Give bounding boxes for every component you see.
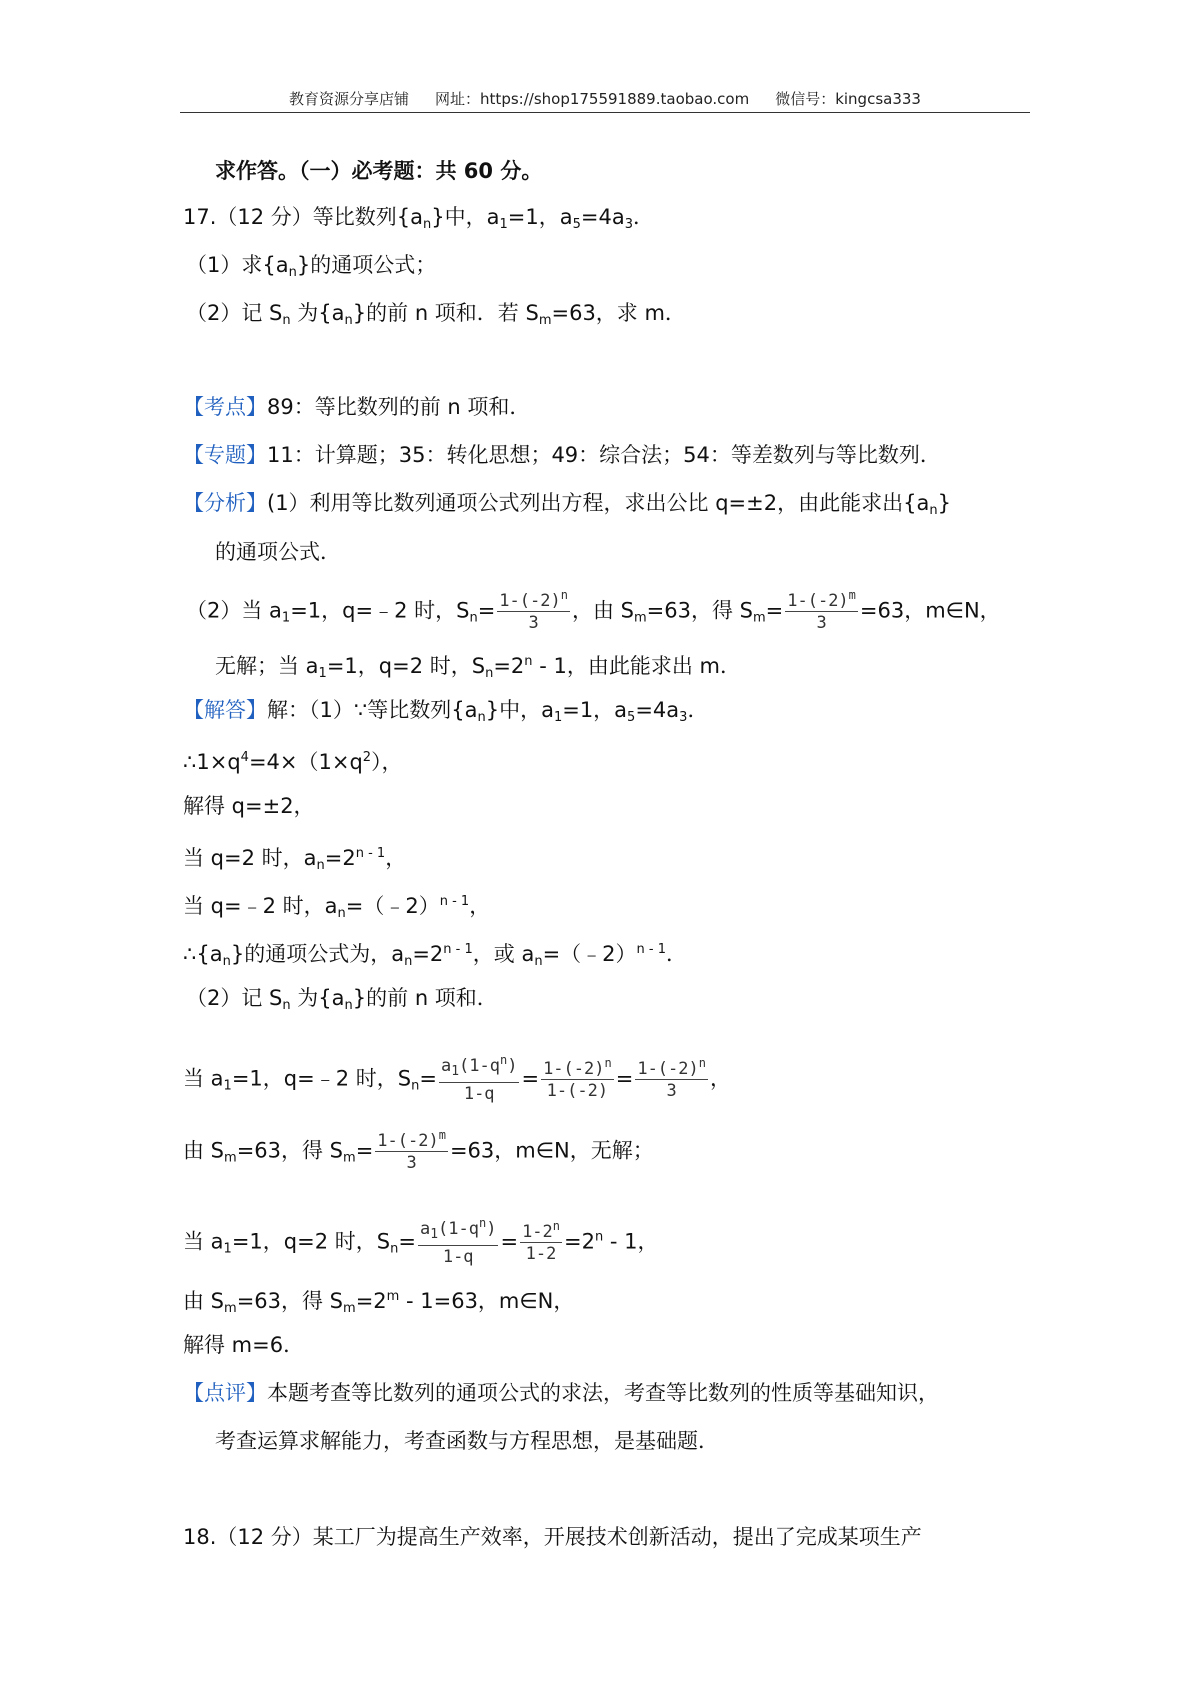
q17-title: 17.（12 分）等比数列$\{a_n\}$中，$a_1=1$，$a_5=4a_3$． [183,205,655,232]
jieda-line11: 由 $S_m=63$，得 $S_m=2^m - 1=63$，m∈N， [183,1289,575,1316]
fraction: $\frac{1-(-2)^n}{3}$ [499,588,568,633]
dianping-line1: 【点评】本题考查等比数列的通项公式的求法，考查等比数列的性质等基础知识， [183,1381,939,1405]
fraction: $\frac{a_1(1-q^n)}{1-q}$ [419,1216,497,1267]
dianping-tag: 【点评】 [183,1381,267,1405]
fraction: $\frac{1-(-2)^n}{3}$ [637,1056,706,1101]
fenxi-tag: 【分析】 [183,491,267,515]
jieda-tag: 【解答】 [183,698,267,722]
header-wechat: 微信号：kingcsa333 [775,90,921,108]
fraction: $\frac{1-2^n}{1-2}$ [522,1219,561,1264]
kaodian-tag: 【考点】 [183,395,267,419]
fenxi-line2: 的通项公式． [215,540,341,564]
fraction: $\frac{1-(-2)^n}{1-(-2)}$ [543,1056,612,1101]
fenxi-line4: 无解；当 $a_1=1$，q=2 时，$S_n=2^n - 1$，由此能求出 m． [215,654,741,681]
jieda-line12: 解得 m=6． [183,1333,305,1357]
kaodian-row: 【考点】89：等比数列的前 n 项和． [183,395,531,419]
fraction: $\frac{a_1(1-q^n)}{1-q}$ [440,1053,518,1104]
jieda-line4: 当 q=2 时，$a_n=2^{n - 1}$， [183,846,407,873]
fenxi-line1: 【分析】(1）利用等比数列通项公式列出方程，求出公比 q=±2，由此能求出$\{a_n\}$ [183,491,951,518]
fraction: $\frac{1-(-2)^m}{3}$ [787,588,856,633]
jieda-line9: 由 $S_m=63$，得 $S_m=$ $\frac{1-(-2)^m}{3}$ =63，m∈N，无解； [183,1127,654,1176]
fenxi-line3: （2）当 $a_1=1$，q=﹣2 时，$S_n=$ $\frac{1-(-2)^n}{3}$ ，由 $S_m=63$，得 $S_m=$ $\frac{1-(-2)^m}{3}$ =63，m∈N， [186,587,1001,636]
q17-part1: （1）求$\{a_n\}$的通项公式； [186,253,437,280]
page-header [180,88,1030,109]
header-url: 网址：https://shop175591889.taobao.com [435,90,750,108]
zhuanti-tag: 【专题】 [183,443,267,467]
jieda-line8: 当 $a_1=1$，q=﹣2 时，$S_n=$ $\frac{a_1(1-q^n)}{1-q}$ = $\frac{1-(-2)^n}{1-(-2)}$ = $\frac{1-(-2)^n}{3}$ ， [183,1052,731,1107]
q18-title: 18.（12 分）某工厂为提高生产效率，开展技术创新活动，提出了完成某项生产 [183,1525,922,1549]
jieda-line2: $\therefore 1\times q^4=4\times(1\times q^2)$， [183,750,403,774]
jieda-line5: 当 q=﹣2 时，$a_n=(﹣2)^{n - 1}$， [183,894,491,921]
jieda-line10: 当 $a_1=1$，q=2 时，$S_n=$ $\frac{a_1(1-q^n)}{1-q}$ = $\frac{1-2^n}{1-2}$ $=2^n - 1$， [183,1215,659,1270]
q17-part2: （2）记 $S_n$ 为$\{a_n\}$的前 n 项和．若 $S_m=63$，求 m． [186,301,686,328]
jieda-line3: 解得 q=±2， [183,794,315,818]
zhuanti-row: 【专题】11：计算题；35：转化思想；49：综合法；54：等差数列与等比数列． [183,443,941,467]
dianping-line2: 考查运算求解能力，考查函数与方程思想，是基础题． [215,1429,719,1453]
header-shop: 教育资源分享店铺 [289,90,410,108]
section-intro: 求作答。（一）必考题：共 60 分。 [215,159,543,183]
jieda-line6: $\therefore\{a_n\}$的通项公式为，$a_n=2^{n - 1}$，或 $a_n=(﹣2)^{n - 1}$． [183,942,687,969]
fraction: $\frac{1-(-2)^m}{3}$ [377,1128,446,1173]
header-divider [180,112,1030,113]
jieda-line1: 【解答】解：（1）∵等比数列$\{a_n\}$中，$a_1=1$，$a_5=4a_3$． [183,698,709,725]
jieda-line7: （2）记 $S_n$ 为$\{a_n\}$的前 n 项和． [186,986,498,1013]
